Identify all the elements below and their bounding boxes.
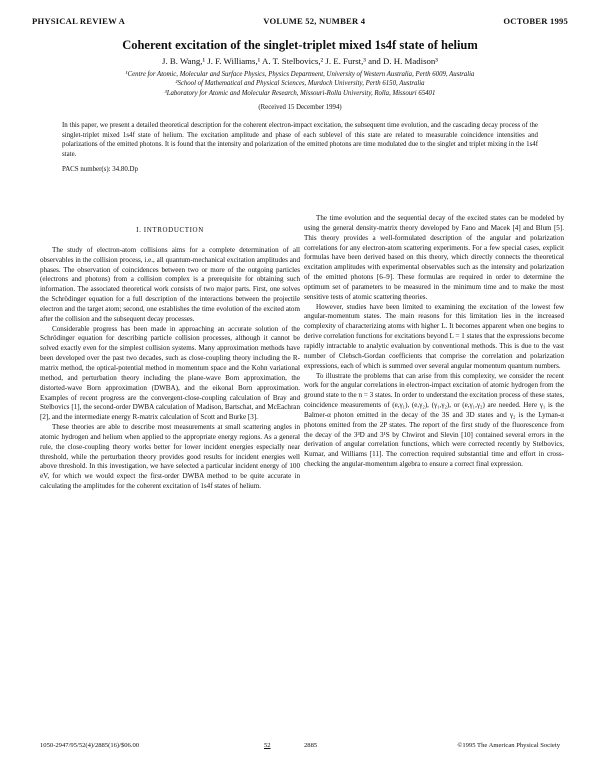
body-paragraph: These theories are able to describe most measurements at small scattering angles in atomic hydrogen and helium when applied to the appropriate energy regions. As a general rule, the close-coupling theory works better for lower incident energies especially near threshold, while the perturbation theory provides good results for incident energies well above threshold. In this investigation, we have selected a particular incident energy of 100 eV, for which we would expect the first-order DWBA method to be quite accurate in calculating the amplitudes for the coherent excitation of 1s4f states of helium. (40, 423, 300, 491)
footer-volume: 52 (264, 742, 271, 749)
affiliations (0, 70, 600, 98)
abstract: In this paper, we present a detailed theoretical description for the coherent electron-impact excitation, the subsequent time evolution, and the cascading decay process of the singlet-triplet mixed 1s4f state of helium. The excitation amplitude and phase of each sublevel of this state are related to measurable coincidence intensities and polarizations of the emitted photons. It is found that the intensity and polarization of the emitted photons are time modulated due to the singlet and triplet mixing in the 1s4f state. (62, 122, 538, 158)
right-column (304, 214, 564, 470)
volume-number: VOLUME 52, NUMBER 4 (263, 16, 366, 26)
running-header (32, 16, 568, 26)
body-paragraph: To illustrate the problems that can arise from this complexity, we consider the recent work for the angular correlations in electron-impact excitation of atomic hydrogen from the ground state to the n = 3 states. In order to understand the excitation process of these states, coincidence measurements of (e,γ₁), (e,γ₂), (γ₁,γ₂), or (e,γ₁,γ₂) are needed. Here γ₁ is the Balmer-α photon emitted in the decay of the 3S and 3D states and γ₂ is the Lyman-α photons emitted from the 2P states. The report of the first study of the fluorescence from the decay of the 3³D and 3¹S by Chwirot and Slevin [10] contained several errors in the derivation of angular correlation functions, which were corrected recently by Stelbovics, Kumar, and Williams [11]. The correction required substantial time and effort in cross-checking the angular-momentum algebra to ensure a correct final expression. (304, 371, 565, 469)
received-date: (Received 15 December 1994) (258, 104, 342, 111)
journal-name: PHYSICAL REVIEW A (32, 16, 126, 26)
article-code: 1050-2947/95/52(4)/2885(16)/$06.00 (40, 742, 140, 749)
body-paragraph: Considerable progress has been made in approaching an accurate solution of the Schrödinger equation for describing particle collision processes, although it cannot be solved exactly even for the simplest collision systems. Many approximation methods have been developed over the past two decades, such as close-coupling theory including the R-matrix method, the optical-potential method in momentum space and the Kohn variational method, and perturbation theory including the plane-wave Born approximation, the distorted-wave Born approximation (DWBA), and the eikonal Born approximation. Examples of recent progress are the convergent-close-coupling calculation of Bray and Stelbovics [1], the second-order DWBA calculation of Madison, Bartschat, and McEachran [2], and the intermediate energy R-matrix calculation of Scott and Burke [3]. (40, 324, 300, 422)
left-column (40, 214, 300, 492)
copyright: ©1995 The American Physical Society (457, 742, 560, 749)
affiliation-2: ²School of Mathematical and Physical Sciences, Murdoch University, Perth 6150, Australia (175, 80, 425, 88)
paper-title: Coherent excitation of the singlet-triplet mixed 1s4f state of helium (122, 38, 478, 52)
page-number: 2885 (304, 742, 318, 749)
issue-date: OCTOBER 1995 (503, 16, 568, 26)
section-heading: I. INTRODUCTION (136, 226, 204, 234)
body-paragraph: However, studies have been limited to examining the excitation of the lowest few angular-momentum states. The main reasons for this limitation lies in the increased complexity of characterizing atoms with higher L. It becomes apparent when one begins to derive correlation functions for excitations beyond L = 1 states that the expressions become rapidly intractable to analytic evaluation by conventional methods. This is due to the vast number of Clebsch-Gordan coefficients that comprise the correlation and polarization expressions, each of which is summed over several angular momentum quantum numbers. (304, 302, 564, 370)
author-list: J. B. Wang,¹ J. F. Williams,¹ A. T. Stelbovics,² J. E. Furst,³ and D. H. Madison³ (162, 56, 438, 66)
affiliation-1: ¹Centre for Atomic, Molecular and Surface Physics, Physics Department, University of Western Australia, Perth 6009, Australia (125, 71, 475, 78)
body-paragraph: The time evolution and the sequential decay of the excited states can be modeled by using the general density-matrix theory developed by Fano and Macek [4] and Blum [5]. This theory provides a well-formulated description of the angular and polarization correlations for any electron-atom scattering experiments. For a few special cases, explicit formulas have been derived based on this theory, which directly connects the theoretical excitation amplitudes with experimental observables such as the intensity and polarization of the emitted photons [6–9]. These formulas are required in order to determine the optimum set of parameters to be measured in the minimum time and to make the most sensitive tests of atomic scattering theories. (304, 214, 564, 301)
affiliation-3: ³Laboratory for Atomic and Molecular Research, Missouri-Rolla University, Rolla, Missouri 65401 (164, 89, 436, 97)
body-paragraph: The study of electron-atom collisions aims for a complete determination of all observables in the collision process, i.e., all quantum-mechanical excitation amplitudes and phases. The observation of coincidences between two or more of the outgoing particles (electrons and photons) from a collision complex is a prerequisite for obtaining such information. The associated theoretical work consists of two major parts. First, one solves the Schrödinger equation for a full description of the interactions between the projectile electron and the target atom; second, one establishes the time evolution of the excited atom after the collision and the subsequent decay processes. (40, 245, 300, 323)
pacs-numbers: PACS number(s): 34.80.Dp (62, 166, 138, 173)
